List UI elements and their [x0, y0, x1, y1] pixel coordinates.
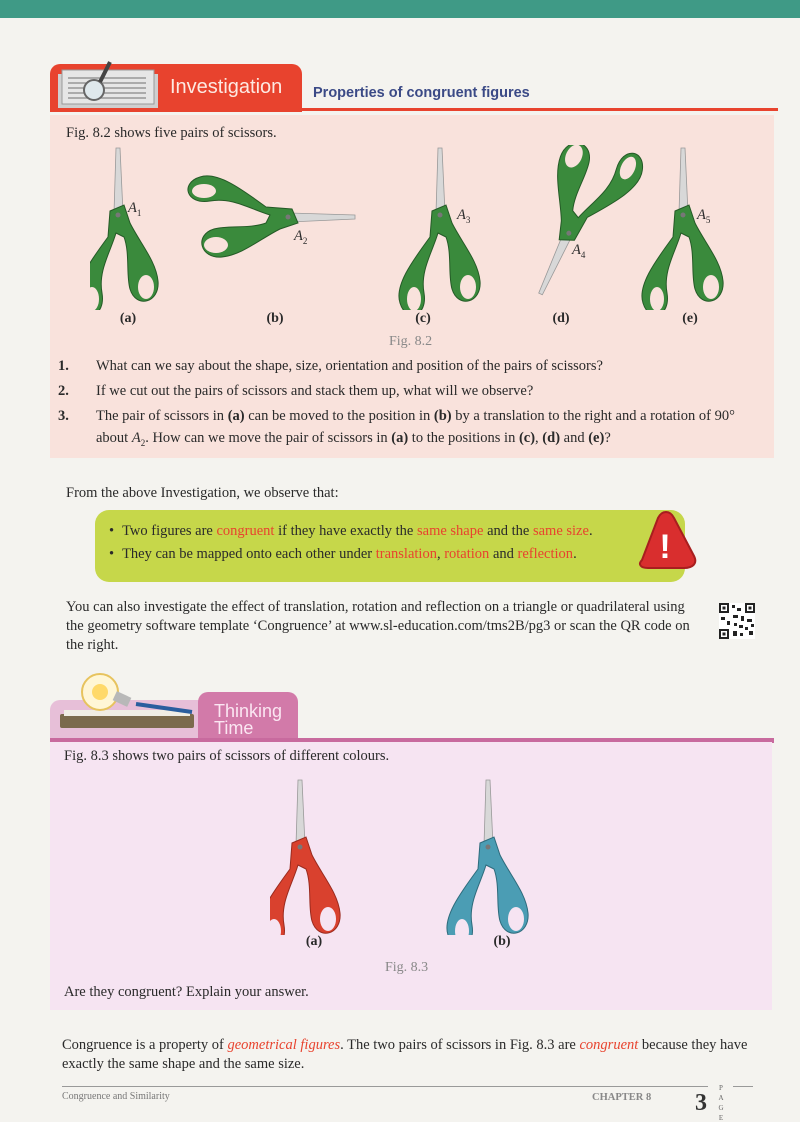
thinking-time-tab-label: Thinking Time [214, 701, 283, 738]
thinking-time-question: Are they congruent? Explain your answer. [64, 984, 309, 1000]
figure-8-3 [270, 775, 560, 935]
scissors-e [642, 148, 723, 310]
scissors-b [188, 176, 355, 257]
figure-8-3-label-a: (a) [305, 934, 323, 949]
observe-intro: From the above Investigation, we observe that: [66, 485, 339, 501]
scissors-blue [447, 780, 528, 935]
scissors-red [270, 780, 340, 935]
newspaper-icon [58, 60, 162, 108]
page-rule [733, 1086, 753, 1087]
investigation-intro: Fig. 8.2 shows five pairs of scissors. [66, 125, 277, 141]
point-label-a2: $A_2$ [294, 228, 308, 246]
investigation-tab-label: Investigation [170, 76, 283, 98]
lightbulb-icon [52, 670, 202, 740]
scissors-d [504, 145, 648, 310]
figure-8-2 [90, 145, 750, 310]
congruence-callout [95, 510, 685, 582]
point-label-a5: $A_5$ [697, 207, 711, 225]
investigation-rule [50, 108, 778, 111]
software-paragraph: You can also investigate the effect of translation, rotation and reflection on a triangle or quadrilateral using the geometry software template ‘Congruence’ at www.sl-education.com/tms2B/pg3 or scan the QR code on the right. [66, 599, 690, 653]
conclusion-paragraph: Congruence is a property of geometrical figures. The two pairs of scissors in Fig. 8.3 are congruent because they have exactly the same shape and the same size. [62, 1037, 748, 1072]
footer-rule [62, 1086, 708, 1087]
footer-chapter-title: Congruence and Similarity [62, 1091, 170, 1102]
svg-text:!: ! [659, 528, 671, 566]
question-3: 3. The pair of scissors in (a) can be moved to the position in (b) by a translation to the right and a rotation of 90° about $A_2$. How can we move the pair of scissors in (a) to the positions in (c), (d) and (e)? [58, 408, 735, 448]
figure-label-d: (d) [552, 311, 570, 326]
footer-chapter: CHAPTER 8 [592, 1092, 652, 1103]
figure-label-e: (e) [682, 311, 698, 326]
investigation-title: Properties of congruent figures [313, 85, 530, 101]
figure-8-3-label-b: (b) [493, 934, 511, 949]
scissors-a [90, 148, 158, 310]
figure-label-b: (b) [266, 311, 284, 326]
page-number: 3 [695, 1090, 707, 1116]
point-label-a4: $A_4$ [572, 242, 586, 260]
investigation-questions [58, 355, 768, 457]
callout-line-1: • Two figures are congruent if they have exactly the same shape and the same size. [109, 520, 685, 543]
top-color-bar [0, 0, 800, 18]
alert-icon [628, 508, 700, 570]
point-label-a1: $A_1$ [128, 200, 142, 218]
point-label-a3: $A_3$ [457, 207, 471, 225]
figure-label-a: (a) [119, 311, 137, 326]
page-word: P A G E [718, 1084, 724, 1122]
figure-label-c: (c) [415, 311, 431, 326]
callout-line-2: • They can be mapped onto each other under translation, rotation and reflection. [109, 543, 685, 566]
investigation-header [50, 60, 774, 115]
figure-8-2-caption: Fig. 8.2 [389, 334, 433, 349]
figure-8-3-caption: Fig. 8.3 [385, 960, 429, 975]
qr-code-icon[interactable] [719, 603, 755, 639]
question-1: 1. What can we say about the shape, size, orientation and position of the pairs of scissors? [58, 358, 603, 374]
thinking-time-intro: Fig. 8.3 shows two pairs of scissors of different colours. [64, 748, 390, 764]
question-2: 2. If we cut out the pairs of scissors and stack them up, what will we observe? [58, 383, 534, 399]
